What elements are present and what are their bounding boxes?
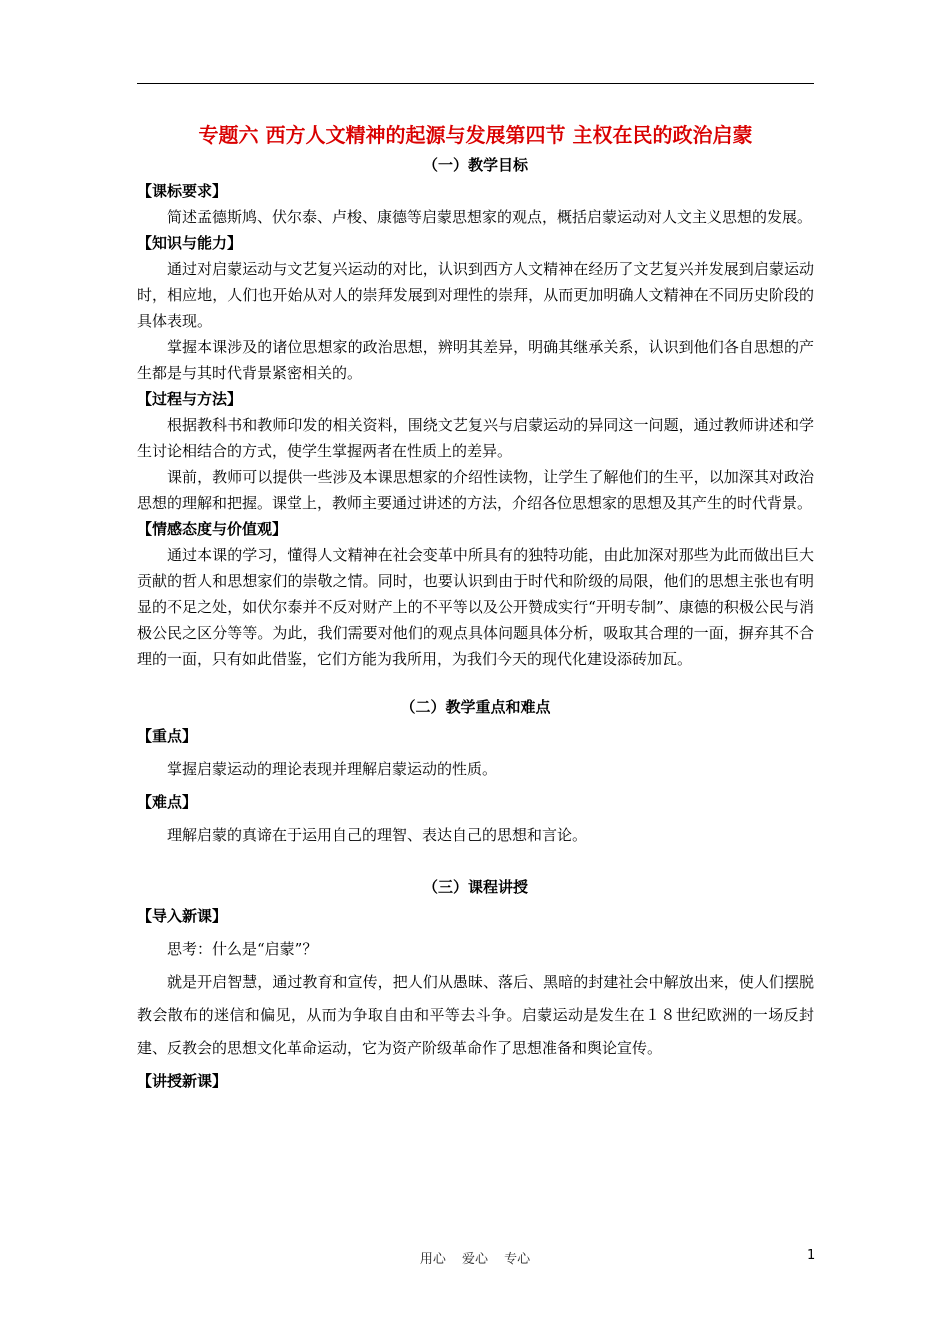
paragraph: 课前，教师可以提供一些涉及本课思想家的介绍性读物，让学生了解他们的生平，以加深其对政治思想的理解和把握。课堂上，教师主要通过讲述的方法，介绍各位思想家的思想及其产生的时代背景。	[137, 468, 814, 512]
subheading-intro: 【导入新课】	[137, 907, 228, 925]
document-body	[137, 118, 814, 1098]
subheading-values: 【情感态度与价值观】	[137, 520, 288, 538]
section-teaching-goals	[137, 152, 814, 672]
footer-word: 用心	[419, 1252, 446, 1267]
header-rule	[137, 83, 814, 84]
paragraph: 掌握本课涉及的诸位思想家的政治思想，辨明其差异，明确其继承关系，认识到他们各自思想的产生都是与其时代背景紧密相关的。	[137, 338, 814, 382]
paragraph: 理解启蒙的真谛在于运用自己的理智、表达自己的思想和言论。	[167, 826, 588, 844]
footer-word: 专心	[504, 1252, 531, 1267]
paragraph: 就是开启智慧，通过教育和宣传，把人们从愚昧、落后、黑暗的封建社会中解放出来，使人们摆脱教会散布的迷信和偏见，从而为争取自由和平等去斗争。启蒙运动是发生在１８世纪欧洲的一场反封建、反教会的思想文化革命运动，它为资产阶级革命作了思想准备和舆论宣传。	[137, 973, 814, 1057]
document-title: 专题六 西方人文精神的起源与发展第四节 主权在民的政治启蒙	[198, 123, 753, 147]
paragraph: 通过对启蒙运动与文艺复兴运动的对比，认识到西方人文精神在经历了文艺复兴并发展到启蒙运动时，相应地，人们也开始从对人的崇拜发展到对理性的崇拜，从而更加明确人文精神在不同历史阶段的具体表现。	[137, 260, 814, 330]
section-lecture	[137, 874, 814, 1098]
footer-word: 爱心	[461, 1252, 488, 1267]
paragraph: 思考：什么是“启蒙”？	[167, 940, 318, 958]
section-heading: （二）教学重点和难点	[400, 698, 551, 716]
section-heading: （一）教学目标	[422, 156, 528, 174]
paragraph: 通过本课的学习，懂得人文精神在社会变革中所具有的独特功能，由此加深对那些为此而做出巨大贡献的哲人和思想家们的崇敬之情。同时，也要认识到由于时代和阶级的局限，他们的思想主张也有明显的不足之处，如伏尔泰并不反对财产上的不平等以及公开赞成实行“开明专制”、康德的积极公民与消极公民之区分等等。为此，我们需要对他们的观点具体问题具体分析，吸取其合理的一面，摒弃其不合理的一面，只有如此借鉴，它们方能为我所用，为我们今天的现代化建设添砖加瓦。	[137, 546, 814, 668]
subheading-knowledge: 【知识与能力】	[137, 234, 243, 252]
subheading-process: 【过程与方法】	[137, 390, 243, 408]
paragraph: 简述孟德斯鸠、伏尔泰、卢梭、康德等启蒙思想家的观点，概括启蒙运动对人文主义思想的发展。	[167, 208, 813, 226]
page-number: 1	[807, 1248, 816, 1263]
section-key-points	[137, 694, 814, 852]
subheading-new-lesson: 【讲授新课】	[137, 1072, 228, 1090]
subheading-curriculum: 【课标要求】	[137, 182, 228, 200]
section-heading: （三）课程讲授	[422, 878, 528, 896]
paragraph: 根据教科书和教师印发的相关资料，围绕文艺复兴与启蒙运动的异同这一问题，通过教师讲述和学生讨论相结合的方式，使学生掌握两者在性质上的差异。	[137, 416, 814, 460]
subheading-difficulty: 【难点】	[137, 793, 198, 811]
paragraph: 掌握启蒙运动的理论表现并理解启蒙运动的性质。	[167, 760, 498, 778]
subheading-key: 【重点】	[137, 727, 198, 745]
